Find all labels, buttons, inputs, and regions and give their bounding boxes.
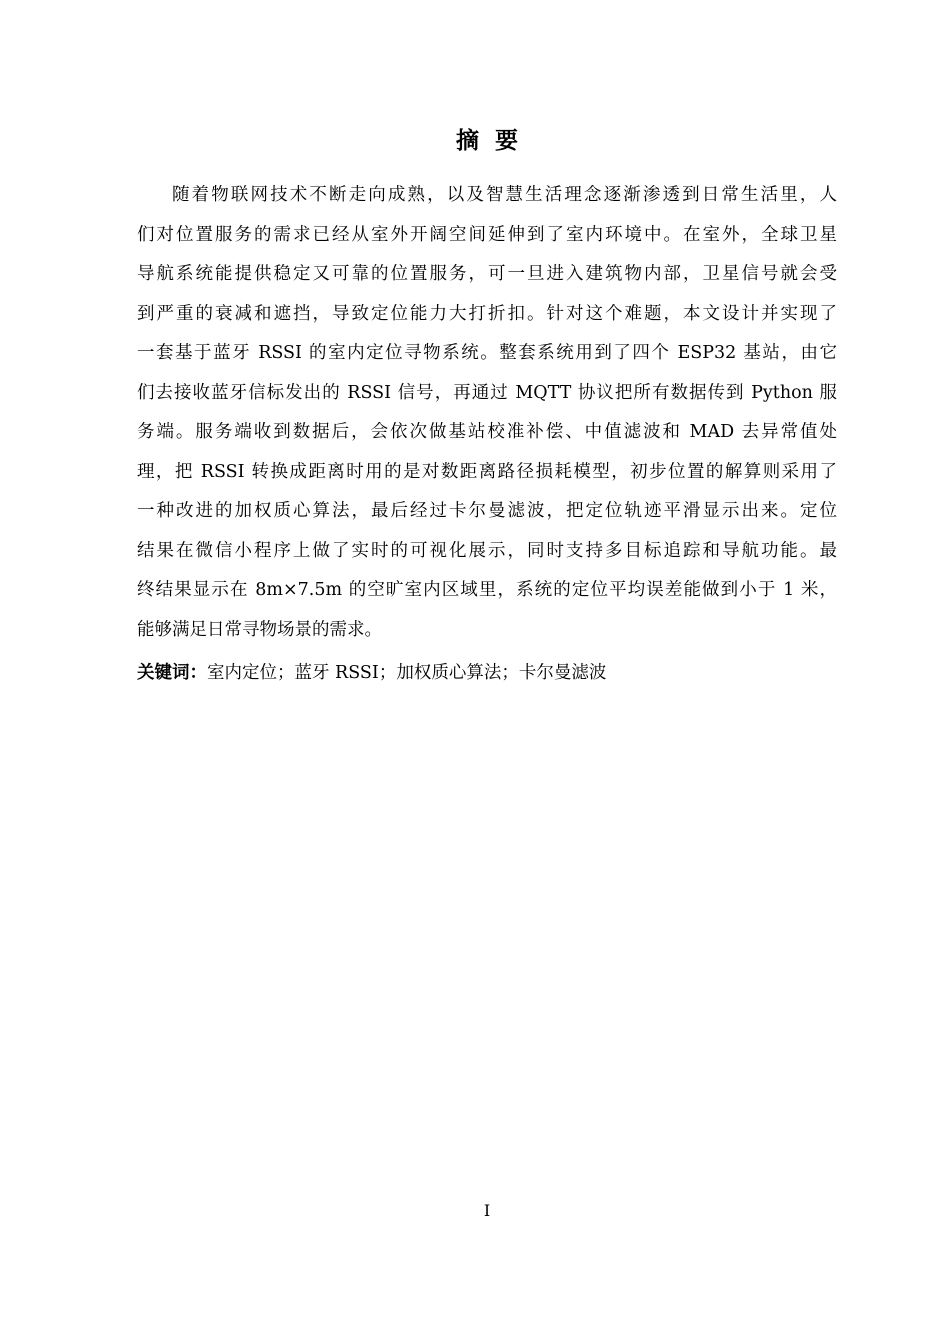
abstract-line: 随着物联网技术不断走向成熟，以及智慧生活理念逐渐渗透到日常生活里，人	[172, 185, 837, 205]
abstract-line: 到严重的衰减和遮挡，导致定位能力大打折扣。针对这个难题，本文设计并实现了	[137, 303, 837, 324]
abstract-line: 一套基于蓝牙 RSSI 的室内定位寻物系统。整套系统用到了四个 ESP32 基站，由它	[137, 343, 837, 363]
abstract-line: 终结果显示在 8m×7.5m 的空旷室内区域里，系统的定位平均误差能做到小于 1 米，	[137, 580, 837, 600]
abstract-line: 能够满足日常寻物场景的需求。	[137, 619, 382, 640]
page-number: I	[483, 1201, 491, 1220]
abstract-body	[137, 176, 837, 650]
keywords-line	[137, 656, 837, 690]
abstract-line: 务端。服务端收到数据后，会依次做基站校准补偿、中值滤波和 MAD 去异常值处	[137, 422, 837, 442]
abstract-line: 们对位置服务的需求已经从室外开阔空间延伸到了室内环境中。在室外，全球卫星	[137, 224, 837, 245]
abstract-title: 摘 要	[455, 128, 518, 154]
abstract-line: 理，把 RSSI 转换成距离时用的是对数距离路径损耗模型，初步位置的解算则采用了	[137, 461, 837, 482]
abstract-line: 导航系统能提供稳定又可靠的位置服务，可一旦进入建筑物内部，卫星信号就会受	[137, 264, 837, 284]
abstract-line: 们去接收蓝牙信标发出的 RSSI 信号，再通过 MQTT 协议把所有数据传到 Python 服	[137, 382, 837, 403]
abstract-line: 结果在微信小程序上做了实时的可视化展示，同时支持多目标追踪和导航功能。最	[137, 540, 837, 561]
abstract-line: 一种改进的加权质心算法，最后经过卡尔曼滤波，把定位轨迹平滑显示出来。定位	[137, 501, 837, 521]
keywords-text: 室内定位；蓝牙 RSSI；加权质心算法；卡尔曼滤波	[207, 663, 607, 683]
keywords-label: 关键词：	[137, 663, 207, 683]
